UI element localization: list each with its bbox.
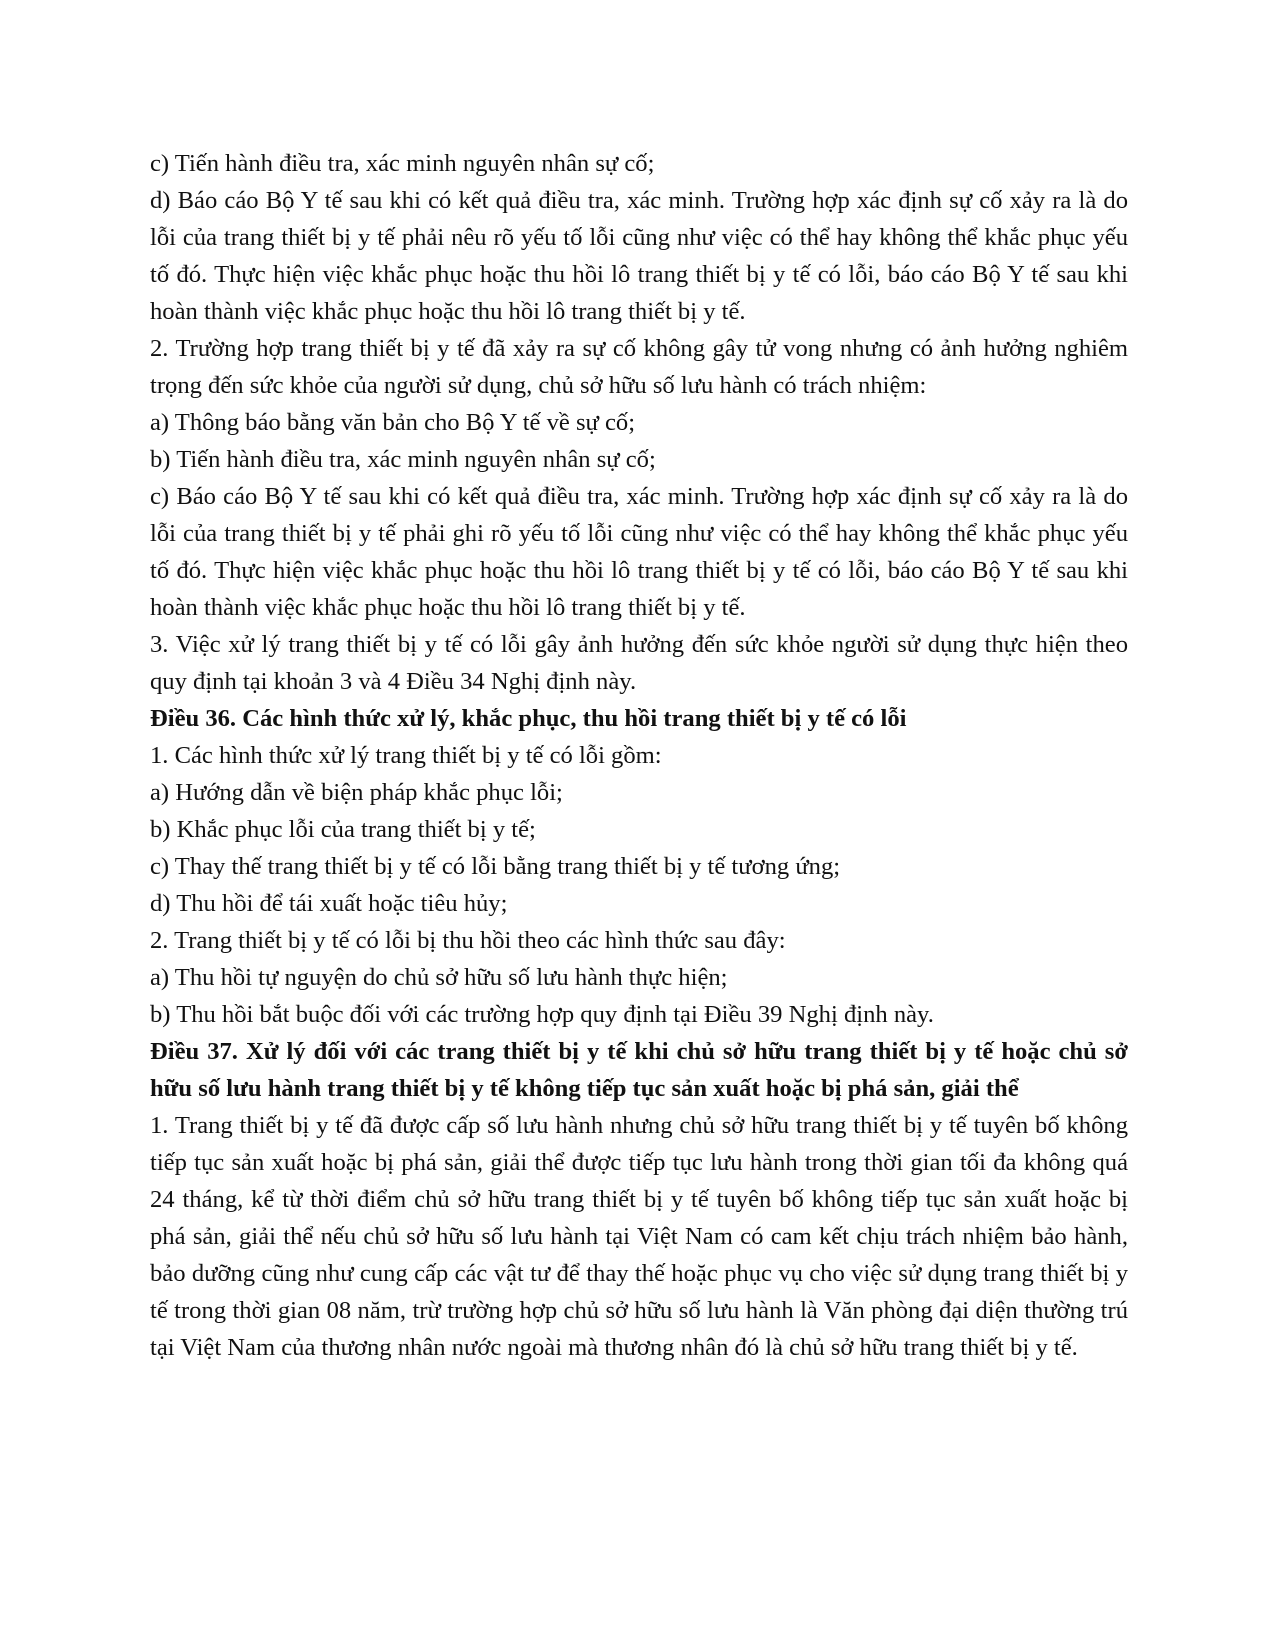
paragraph-37-1: 1. Trang thiết bị y tế đã được cấp số lưu hành nhưng chủ sở hữu trang thiết bị y tế tuyên bố không tiếp tục sản xuất hoặc bị phá sản, giải thể được tiếp tục lưu hành trong thời gian tối đa không quá 24 tháng, kể từ thời điểm chủ sở hữu trang thiết bị y tế tuyên bố không tiếp tục sản xuất hoặc bị phá sản, giải thể nếu chủ sở hữu số lưu hành tại Việt Nam có cam kết chịu trách nhiệm bảo hành, bảo dưỡng cũng như cung cấp các vật tư để thay thế hoặc phục vụ cho việc sử dụng trang thiết bị y tế trong thời gian 08 năm, trừ trường hợp chủ sở hữu số lưu hành là Văn phòng đại diện thường trú tại Việt Nam của thương nhân nước ngoài mà thương nhân đó là chủ sở hữu trang thiết bị y tế.	[150, 1112, 1128, 1361]
article-37-heading: Điều 37. Xử lý đối với các trang thiết bị y tế khi chủ sở hữu trang thiết bị y tế hoặc chủ sở hữu số lưu hành trang thiết bị y tế không tiếp tục sản xuất hoặc bị phá sản, giải thể	[150, 1038, 1128, 1102]
paragraph-36-1c: c) Thay thế trang thiết bị y tế có lỗi bằng trang thiết bị y tế tương ứng;	[150, 853, 841, 880]
paragraph-clause-2: 2. Trường hợp trang thiết bị y tế đã xảy ra sự cố không gây tử vong nhưng có ảnh hưởng nghiêm trọng đến sức khỏe của người sử dụng, chủ sở hữu số lưu hành có trách nhiệm:	[150, 335, 1128, 399]
paragraph-36-1b: b) Khắc phục lỗi của trang thiết bị y tế;	[150, 816, 536, 843]
paragraph-36-2: 2. Trang thiết bị y tế có lỗi bị thu hồi theo các hình thức sau đây:	[150, 927, 786, 954]
paragraph-c-investigate: c) Tiến hành điều tra, xác minh nguyên nhân sự cố;	[150, 150, 655, 177]
paragraph-clause-3: 3. Việc xử lý trang thiết bị y tế có lỗi gây ảnh hưởng đến sức khỏe người sử dụng thực hiện theo quy định tại khoản 3 và 4 Điều 34 Nghị định này.	[150, 631, 1128, 695]
paragraph-36-1d: d) Thu hồi để tái xuất hoặc tiêu hủy;	[150, 890, 508, 917]
paragraph-36-1: 1. Các hình thức xử lý trang thiết bị y tế có lỗi gồm:	[150, 742, 662, 769]
paragraph-2b-investigate: b) Tiến hành điều tra, xác minh nguyên nhân sự cố;	[150, 446, 656, 473]
paragraph-36-1a: a) Hướng dẫn về biện pháp khắc phục lỗi;	[150, 779, 563, 806]
document-body	[150, 145, 1128, 1366]
paragraph-2c-report: c) Báo cáo Bộ Y tế sau khi có kết quả điều tra, xác minh. Trường hợp xác định sự cố xảy ra là do lỗi của trang thiết bị y tế phải ghi rõ yếu tố lỗi cũng như việc có thể hay không thể khắc phục yếu tố đó. Thực hiện việc khắc phục hoặc thu hồi lô trang thiết bị y tế có lỗi, báo cáo Bộ Y tế sau khi hoàn thành việc khắc phục hoặc thu hồi lô trang thiết bị y tế.	[150, 483, 1128, 621]
article-36-heading: Điều 36. Các hình thức xử lý, khắc phục, thu hồi trang thiết bị y tế có lỗi	[150, 705, 907, 732]
paragraph-2a-notify: a) Thông báo bằng văn bản cho Bộ Y tế về sự cố;	[150, 409, 636, 436]
paragraph-36-2a: a) Thu hồi tự nguyện do chủ sở hữu số lưu hành thực hiện;	[150, 964, 728, 991]
paragraph-d-report: d) Báo cáo Bộ Y tế sau khi có kết quả điều tra, xác minh. Trường hợp xác định sự cố xảy ra là do lỗi của trang thiết bị y tế phải nêu rõ yếu tố lỗi cũng như việc có thể hay không thể khắc phục yếu tố đó. Thực hiện việc khắc phục hoặc thu hồi lô trang thiết bị y tế có lỗi, báo cáo Bộ Y tế sau khi hoàn thành việc khắc phục hoặc thu hồi lô trang thiết bị y tế.	[150, 187, 1128, 325]
paragraph-36-2b: b) Thu hồi bắt buộc đối với các trường hợp quy định tại Điều 39 Nghị định này.	[150, 1001, 934, 1028]
